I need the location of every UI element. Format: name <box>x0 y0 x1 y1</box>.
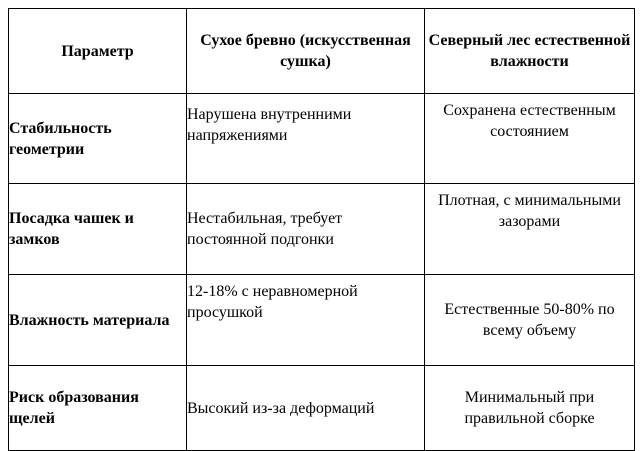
north-forest-cell: Естественные 50-80% по всему объему <box>425 275 635 366</box>
header-parameter: Параметр <box>9 9 187 94</box>
table-row <box>9 366 635 451</box>
table-header-row <box>9 9 635 94</box>
table-row <box>9 94 635 184</box>
dry-log-cell: Высокий из-за деформаций <box>187 366 425 451</box>
dry-log-cell: Нестабильная, требует постоянной подгонки <box>187 184 425 275</box>
header-north-forest: Северный лес естественной влажности <box>425 9 635 94</box>
north-forest-cell: Плотная, с минимальными зазорами <box>425 184 635 275</box>
table-row <box>9 275 635 366</box>
parameter-cell: Влажность материала <box>9 275 187 366</box>
north-forest-cell: Минимальный при правильной сборке <box>425 366 635 451</box>
header-dry-log: Сухое бревно (искусственная сушка) <box>187 9 425 94</box>
north-forest-cell: Сохранена естественным состоянием <box>425 94 635 184</box>
dry-log-cell: Нарушена внутренними напряжениями <box>187 94 425 184</box>
parameter-cell: Стабильность геометрии <box>9 94 187 184</box>
table-row <box>9 184 635 275</box>
dry-log-cell: 12-18% с неравномерной просушкой <box>187 275 425 366</box>
parameter-cell: Посадка чашек и замков <box>9 184 187 275</box>
parameter-cell: Риск образования щелей <box>9 366 187 451</box>
comparison-table <box>8 8 635 451</box>
